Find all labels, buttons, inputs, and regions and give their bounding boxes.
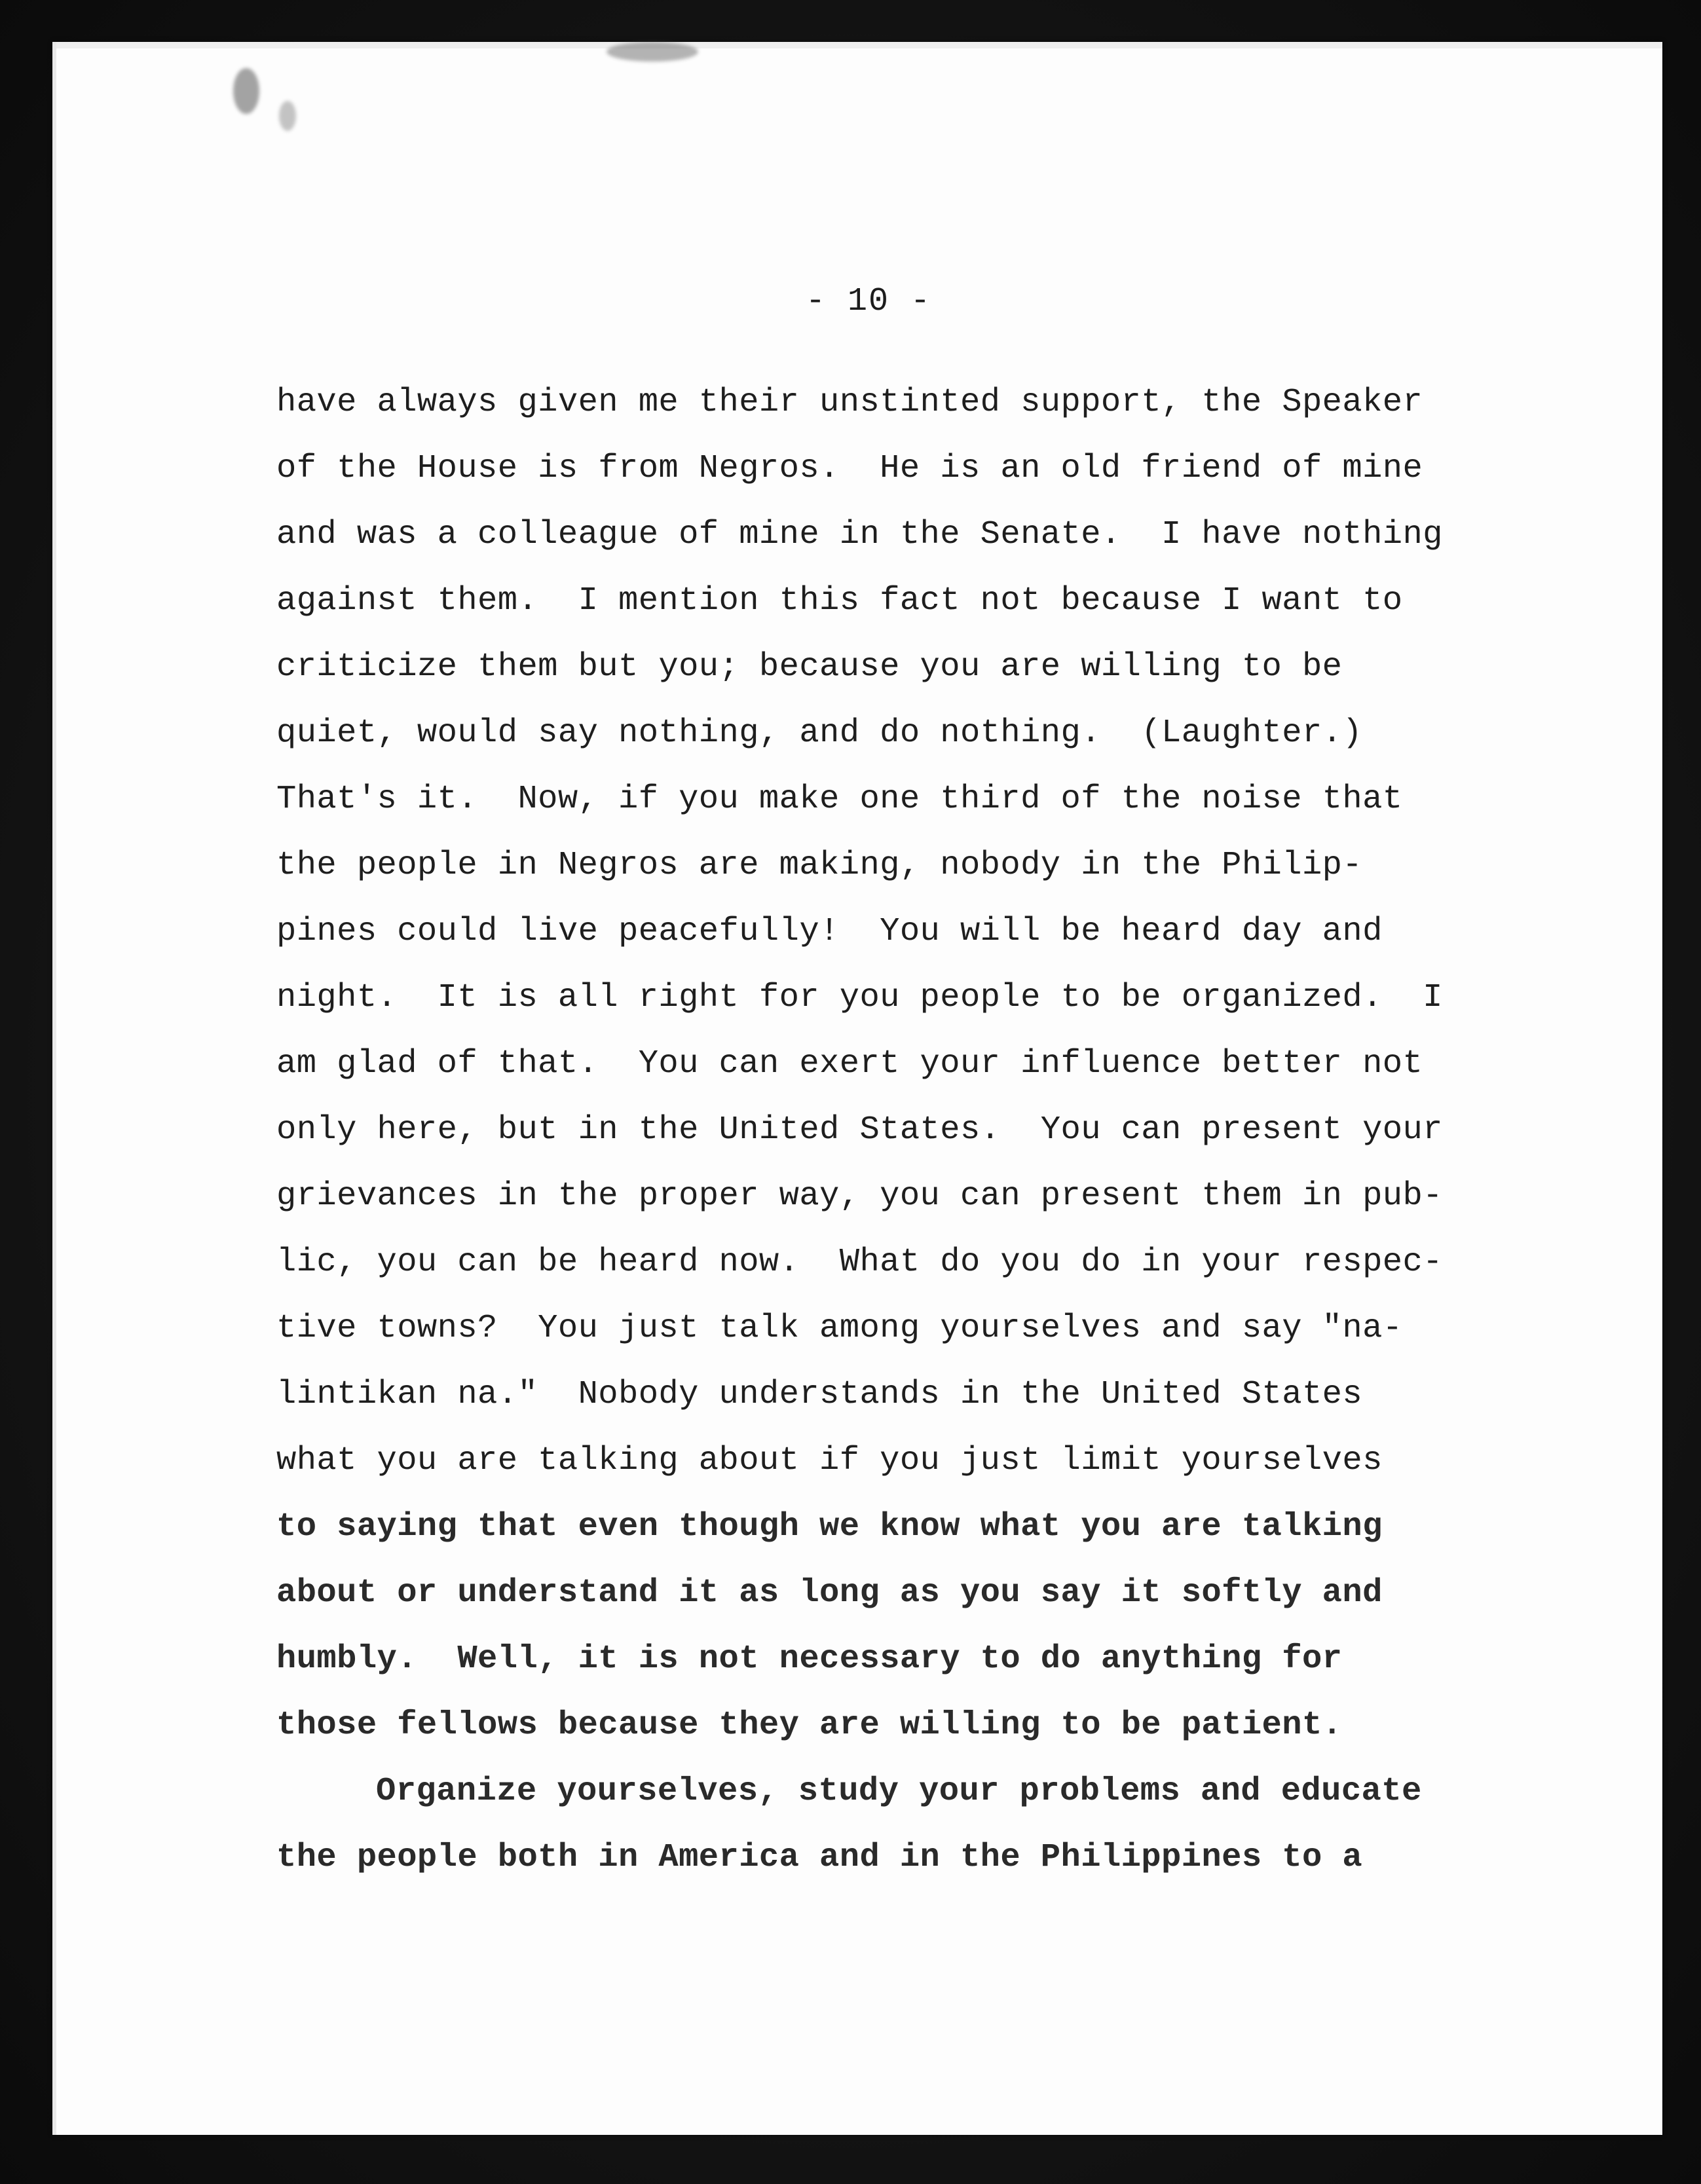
text-line: have always given me their unstinted support, the Speaker xyxy=(276,384,1423,421)
text-line: against them. I mention this fact not because I want to xyxy=(276,582,1403,620)
ink-smudge xyxy=(607,42,698,62)
text-line: quiet, would say nothing, and do nothing. (Laughter.) xyxy=(276,714,1363,752)
text-line: of the House is from Negros. He is an old friend of mine xyxy=(276,450,1423,487)
ink-smudge xyxy=(279,101,296,131)
text-line: criticize them but you; because you are willing to be xyxy=(276,648,1343,686)
page-top-edge xyxy=(56,42,1662,48)
text-line: those fellows because they are willing to be patient. xyxy=(276,1707,1343,1744)
text-line: only here, but in the United States. You can present your xyxy=(276,1111,1443,1149)
text-line: tive towns? You just talk among yourselves and say "na- xyxy=(276,1310,1403,1347)
text-line: grievances in the proper way, you can present them in pub- xyxy=(276,1177,1443,1215)
text-line: what you are talking about if you just limit yourselves xyxy=(276,1442,1383,1479)
text-line: That's it. Now, if you make one third of the noise that xyxy=(276,781,1403,818)
text-line: lintikan na." Nobody understands in the United States xyxy=(276,1376,1363,1413)
text-line: am glad of that. You can exert your influence better not xyxy=(276,1045,1423,1083)
text-line: the people both in America and in the Philippines to a xyxy=(276,1839,1363,1876)
text-line: lic, you can be heard now. What do you do in your respec- xyxy=(276,1244,1443,1281)
text-line: pines could live peacefully! You will be heard day and xyxy=(276,913,1383,950)
text-line: to saying that even though we know what you are talking xyxy=(276,1508,1383,1545)
text-line: the people in Negros are making, nobody in the Philip- xyxy=(276,847,1363,884)
text-line: about or understand it as long as you say it softly and xyxy=(276,1574,1383,1612)
text-line: night. It is all right for you people to be organized. I xyxy=(276,979,1443,1016)
paragraph-first-line: Organize yourselves, study your problems and educate xyxy=(376,1773,1422,1810)
body-text xyxy=(276,380,1534,1901)
page-number: - 10 - xyxy=(806,283,932,320)
ink-smudge xyxy=(233,68,259,114)
text-line: humbly. Well, it is not necessary to do anything for xyxy=(276,1640,1343,1678)
text-line: and was a colleague of mine in the Senate. I have nothing xyxy=(276,516,1443,553)
